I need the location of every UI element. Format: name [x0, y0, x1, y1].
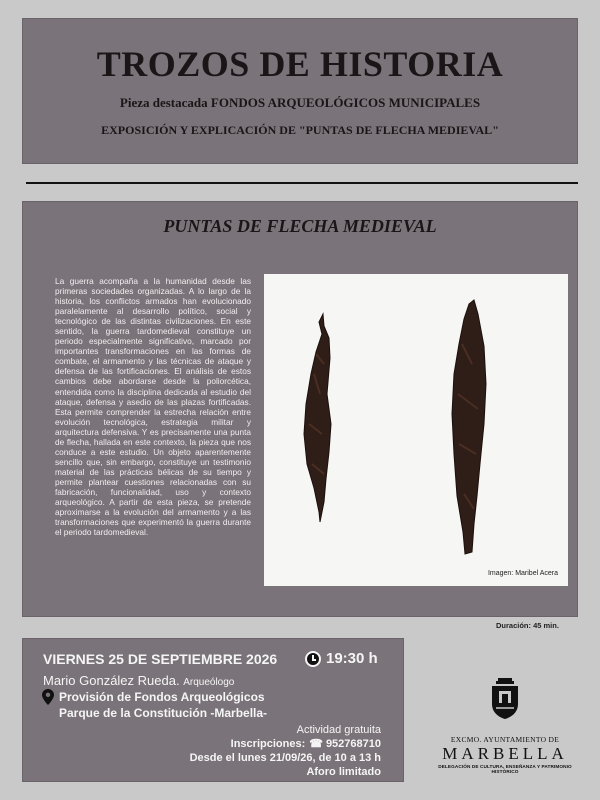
free-activity: Actividad gratuita — [296, 724, 381, 736]
arrowhead-right — [452, 300, 486, 554]
venue-line-1: Provisión de Fondos Arqueológicos — [59, 690, 265, 704]
venue-line-2: Parque de la Constitución -Marbella- — [59, 706, 268, 720]
registration-info — [190, 723, 381, 779]
page-title: TROZOS DE HISTORIA — [96, 44, 504, 84]
exhibition-subtitle: EXPOSICIÓN Y EXPLICACIÓN DE "PUNTAS DE FLECHA MEDIEVAL" — [101, 123, 499, 137]
phone-icon: ☎ — [309, 738, 323, 750]
duration-label: Duración: 45 min. — [496, 621, 559, 630]
event-date: VIERNES 25 DE SEPTIEMBRE 2026 — [43, 651, 278, 667]
arrowhead-left — [304, 314, 331, 522]
clock-icon — [305, 651, 321, 667]
logo-city: MARBELLA — [442, 744, 568, 763]
speaker-role: Arqueólogo — [183, 677, 235, 688]
header-panel — [22, 18, 578, 164]
event-time: 19:30 h — [326, 650, 378, 667]
phone-number[interactable]: 952768710 — [325, 738, 381, 750]
logo-excmo: EXCMO. AYUNTAMIENTO DE — [450, 735, 560, 744]
event-info-panel — [22, 638, 404, 782]
speaker-name: Mario González Rueda. — [43, 673, 180, 688]
coat-of-arms-icon — [488, 676, 522, 720]
arrowheads-photo — [264, 274, 568, 586]
photo-credit: Imagen: Maribel Acera — [487, 570, 558, 577]
body-text: La guerra acompaña a la humanidad desde las primeras sociedades organizadas. A lo largo de la historia, los conflictos armados han evolucionado paralelamente al desarrollo político, social y tecnológico de las distintas civilizaciones. En este sentido, la guerra tardomedieval constituye un periodo especialmente significativo, marcado por importantes transformaciones en las formas de combate, el armamento y las técnicas de ataque y defensa de las fortificaciones. El análisis de estos cambios debe abordarse desde la poliorcética, entendida como la disciplina dedicada al estudio del ataque, defensa y asedio de las plazas fortificadas. Esta permite comprender la estrecha relación entre evolución tecnológica, estrategia militar y arquitectura defensiva. Y es precisamente una punta de flecha, hallada en este contexto, la pieza que nos conduce a este estudio. Un objeto aparentemente sencillo que, sin embargo, constituye un testimonio material de las prácticas bélicas de su tiempo y permite plantear cuestiones relacionadas con su fabricación, funcionalidad, uso y contexto arqueológico. A partir de esta pieza, se pretende aproximarse a la evolución del armamento y a las transformaciones que experimentó la guerra durante el periodo tardomedieval. — [55, 276, 251, 538]
speaker — [43, 673, 234, 688]
inscripciones-label: Inscripciones: — [230, 738, 306, 750]
main-panel — [22, 201, 578, 617]
logo-department: DELEGACIÓN DE CULTURA, ENSEÑANZA Y PATRIMONIO HISTÓRICO — [438, 764, 572, 774]
registration-schedule: Desde el lunes 21/09/26, de 10 a 13 h — [189, 752, 381, 764]
section-title: PUNTAS DE FLECHA MEDIEVAL — [163, 216, 437, 236]
arrowheads-illustration — [264, 274, 568, 586]
marbella-logo — [430, 676, 580, 786]
location-pin-icon — [42, 689, 54, 705]
inscripciones-line — [190, 737, 381, 751]
capacity-note: Aforo limitado — [306, 766, 381, 778]
page-subtitle: Pieza destacada FONDOS ARQUEOLÓGICOS MUNICIPALES — [119, 95, 481, 110]
divider-rule — [26, 182, 578, 184]
